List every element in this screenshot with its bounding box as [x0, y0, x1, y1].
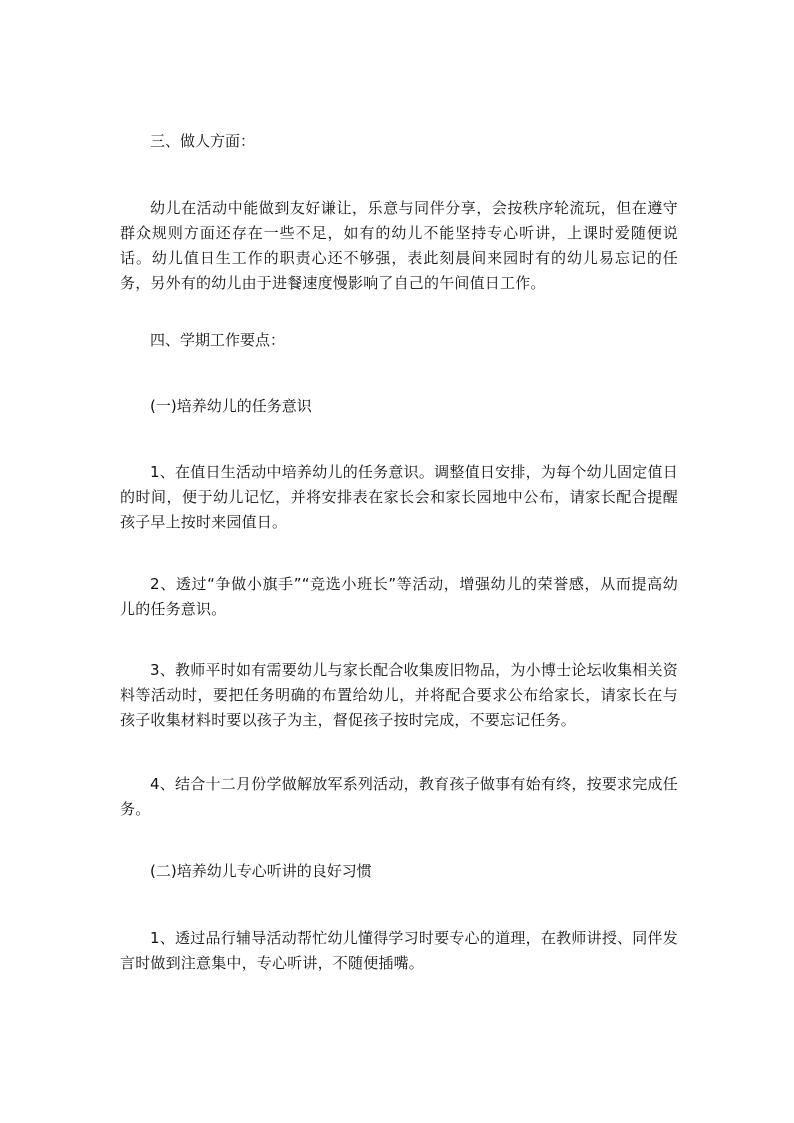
subsection-1-item-2: 2、透过“争做小旗手”“竞选小班长”等活动，增强幼儿的荣誉感，从而提高幼儿的任务意识。 [120, 575, 678, 618]
subsection-1-item-4: 4、结合十二月份学做解放军系列活动，教育孩子做事有始有终，按要求完成任务。 [120, 775, 678, 818]
subsection-1-item-1: 1、在值日生活动中培养幼儿的任务意识。调整值日安排，为每个幼儿固定值日的时间，便于幼儿记忆，并将安排表在家长会和家长园地中公布，请家长配合提醒孩子早上按时来园值日。 [120, 463, 678, 531]
section-heading-4: 四、学期工作要点： [150, 331, 286, 349]
subsection-1-item-3: 3、教师平时如有需要幼儿与家长配合收集废旧物品，为小博士论坛收集相关资料等活动时，要把任务明确的布置给幼儿，并将配合要求公布给家长，请家长在与孩子收集材料时要以孩子为主，督促孩子按时完成，不要忘记任务。 [120, 661, 678, 729]
subsection-heading-1: (一)培养幼儿的任务意识 [150, 397, 312, 415]
section-3-paragraph: 幼儿在活动中能做到友好谦让，乐意与同伴分享，会按秩序轮流玩，但在遵守群众规则方面还存在一些不足，如有的幼儿不能坚持专心听讲，上课时爱随便说话。幼儿值日生工作的职责心还不够强，表此刻晨间来园时有的幼儿易忘记的任务，另外有的幼儿由于进餐速度慢影响了自己的午间值日工作。 [120, 199, 678, 292]
subsection-heading-2: (二)培养幼儿专心听讲的良好习惯 [150, 862, 372, 880]
subsection-2-item-1: 1、透过品行辅导活动帮忙幼儿懂得学习时要专心的道理，在教师讲授、同伴发言时做到注意集中，专心听讲，不随便插嘴。 [120, 929, 678, 972]
section-heading-3: 三、做人方面： [150, 132, 256, 150]
